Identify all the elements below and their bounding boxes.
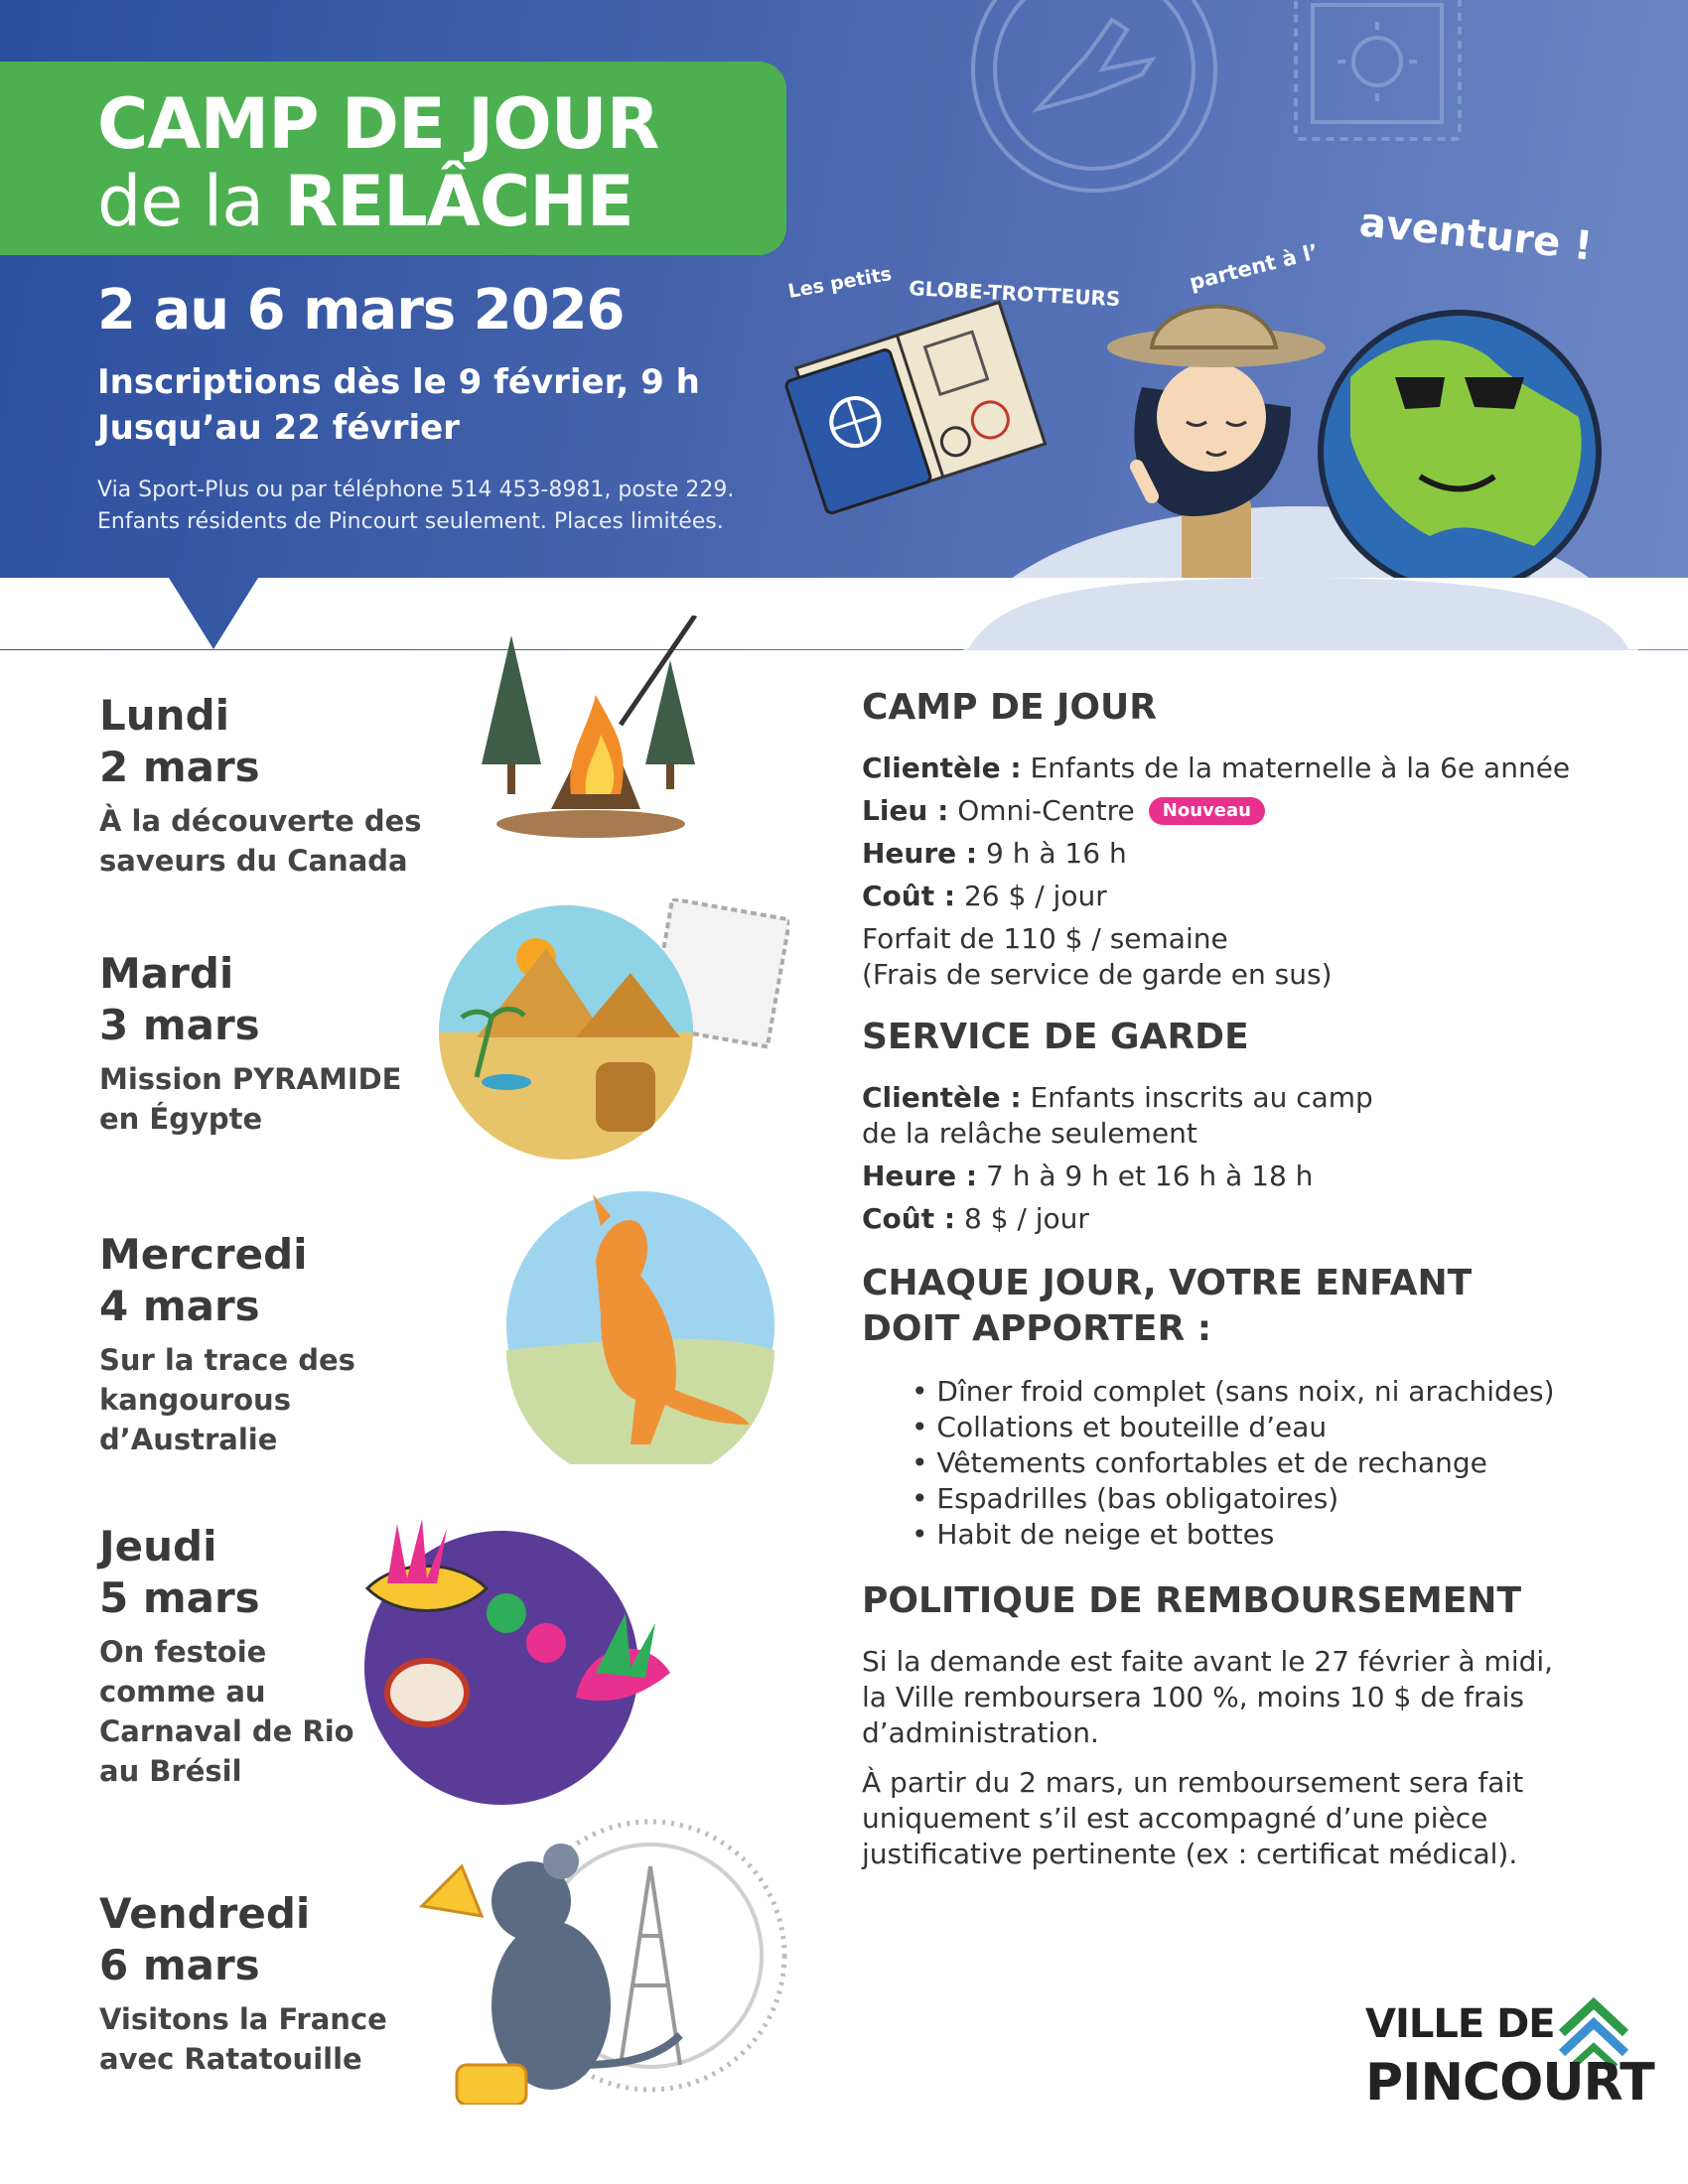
list-item: • Espadrilles (bas obligatoires): [912, 1482, 1339, 1515]
registration-method: Via Sport-Plus ou par téléphone 514 453-8981, poste 229.: [97, 478, 735, 502]
day-date: 2 mars: [99, 743, 260, 791]
day-theme: Visitons la France avec Ratatouille: [99, 2002, 387, 2076]
garde-clientele-2: de la relâche seulement: [862, 1117, 1197, 1150]
day-theme: Sur la trace des kangourous d’Australie: [99, 1343, 355, 1456]
garde-cout: Coût : 8 $ / jour: [862, 1202, 1089, 1235]
day-date: 6 mars: [99, 1941, 260, 1989]
camp-heure: Heure : 9 h à 16 h: [862, 837, 1127, 870]
camp-forfait: Forfait de 110 $ / semaine: [862, 922, 1228, 955]
camp-clientele: Clientèle : Enfants de la maternelle à la 6e année: [862, 751, 1571, 784]
page-subtitle: de la RELÂCHE: [97, 161, 633, 242]
day-name: Vendredi: [99, 1889, 311, 1938]
day-date: 5 mars: [99, 1573, 260, 1622]
day-monday: [99, 690, 477, 881]
slogan-part-1: Les petits: [786, 262, 894, 303]
slogan-part-3: partent à l’: [1187, 239, 1322, 295]
event-dates: 2 au 6 mars 2026: [97, 278, 625, 342]
logo-text-line2: PINCOURT: [1365, 2053, 1654, 2113]
day-tuesday: [99, 948, 477, 1139]
day-wednesday: [99, 1229, 477, 1459]
list-item: • Vêtements confortables et de rechange: [912, 1446, 1487, 1479]
header-banner: [0, 0, 1688, 650]
slogan-part-4: aventure !: [1356, 200, 1595, 270]
logo-text-line1: VILLE DE: [1365, 2001, 1555, 2047]
banner-edge: [0, 578, 1688, 649]
day-theme: À la découverte des saveurs du Canada: [99, 804, 422, 878]
list-item: • Collations et bouteille d’eau: [912, 1411, 1328, 1443]
apporter-heading-1: CHAQUE JOUR, VOTRE ENFANT: [862, 1263, 1473, 1303]
slogan-part-2: GLOBE-TROTTEURS: [908, 276, 1121, 312]
info-column: [862, 685, 1617, 1886]
explorer-illustration: [0, 0, 1688, 650]
garde-heure: Heure : 7 h à 9 h et 16 h à 18 h: [862, 1160, 1314, 1192]
day-theme: Mission PYRAMIDE en Égypte: [99, 1062, 402, 1136]
carnival-illustration: [328, 1494, 685, 1812]
politique-heading: POLITIQUE DE REMBOURSEMENT: [862, 1580, 1521, 1621]
politique-paragraph-2: À partir du 2 mars, un remboursement sera fait uniquement s’il est accompagné d’une pièce justificative pertinente (ex : certificat médical).: [862, 1766, 1524, 1870]
egypt-illustration: [437, 898, 789, 1166]
day-name: Mardi: [99, 949, 234, 998]
registration-end: Jusqu’au 22 février: [97, 408, 460, 448]
list-item: • Dîner froid complet (sans noix, ni arachides): [912, 1375, 1555, 1408]
camp-heading: CAMP DE JOUR: [862, 687, 1157, 728]
eligibility-note: Enfants résidents de Pincourt seulement. Places limitées.: [97, 509, 724, 534]
kangaroo-illustration: [501, 1186, 779, 1464]
camp-frais: (Frais de service de garde en sus): [862, 958, 1333, 991]
camp-cout: Coût : 26 $ / jour: [862, 880, 1107, 912]
camp-lieu: Lieu : Omni-Centre Nouveau: [862, 793, 1617, 829]
page-title: CAMP DE JOUR: [97, 83, 659, 165]
ratatouille-illustration: [402, 1807, 799, 2105]
apporter-heading-2: DOIT APPORTER :: [862, 1308, 1212, 1349]
list-item: • Habit de neige et bottes: [912, 1518, 1275, 1551]
day-name: Mercredi: [99, 1230, 308, 1279]
day-name: Lundi: [99, 691, 230, 740]
new-badge: Nouveau: [1149, 797, 1265, 825]
day-name: Jeudi: [99, 1522, 217, 1570]
day-theme: On festoie comme au Carnaval de Rio au Brésil: [99, 1635, 354, 1788]
day-date: 3 mars: [99, 1001, 260, 1049]
garde-clientele: Clientèle : Enfants inscrits au camp: [862, 1081, 1373, 1114]
registration-start: Inscriptions dès le 9 février, 9 h: [97, 362, 700, 402]
politique-paragraph-1: Si la demande est faite avant le 27 février à midi, la Ville remboursera 100 %, moins 10 $ de frais d’administration.: [862, 1645, 1554, 1749]
campfire-illustration: [462, 615, 720, 864]
ville-de-pincourt-logo: [1365, 1995, 1654, 2124]
day-date: 4 mars: [99, 1282, 260, 1330]
garde-heading: SERVICE DE GARDE: [862, 1017, 1249, 1057]
